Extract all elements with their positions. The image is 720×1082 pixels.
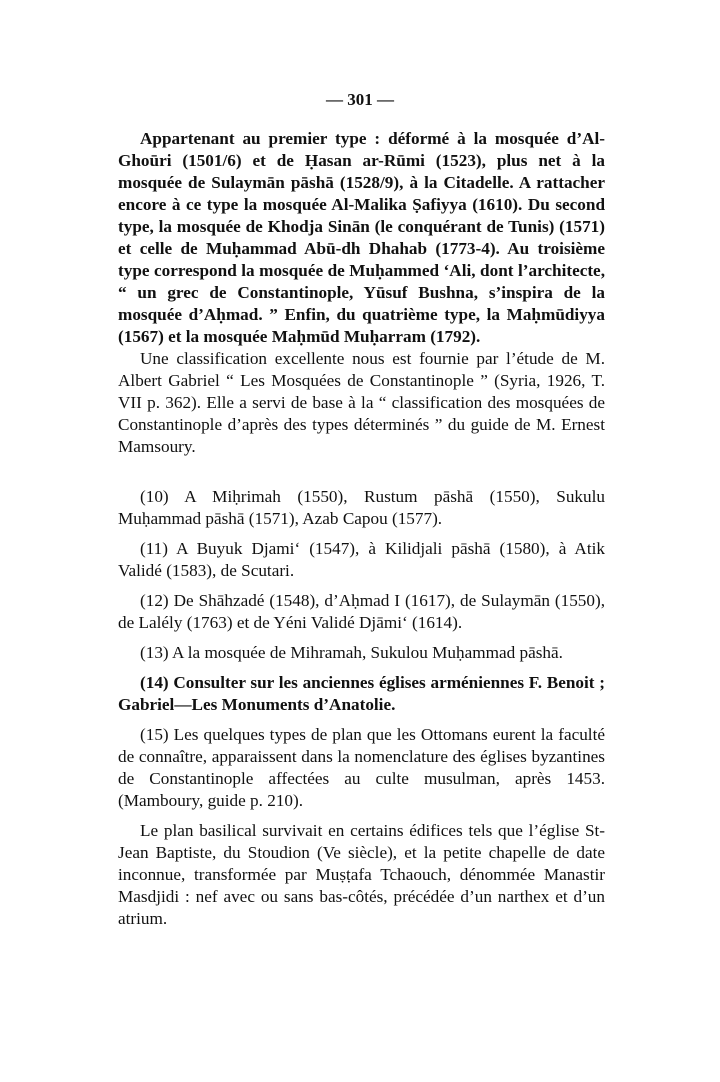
paragraph-types: Appartenant au premier type : déformé à la mosquée d’Al-Ghoūri (1501/6) et de Ḥasan ar-Rūmi (1523), plus net à la mosquée de Sulaymān pāshā (1528/9), à la Citadelle. A rattacher encore à ce type la mosquée Al-Malika Ṣafiyya (1610). Du second type, la mosquée de Khodja Sinān (le conquérant de Tunis) (1571) et celle de Muḥammad Abū-dh Dhahab (1773-4). Au troisième type correspond la mosquée de Muḥammed ‘Ali, dont l’architecte, “ un grec de Constantinople, Yūsuf Bushna, s’inspira de la mosquée d’Aḥmad. ” Enfin, du quatrième type, la Maḥmūdiyya (1567) et la mosquée Maḥmūd Muḥarram (1792). (118, 129, 605, 346)
footnote-10: (10) A Miḥrimah (1550), Rustum pāshā (1550), Sukulu Muḥammad pāshā (1571), Azab Capou (1577). (118, 487, 605, 528)
section-gap (118, 458, 605, 486)
footnote-14: (14) Consulter sur les anciennes églises arméniennes F. Benoit ; Gabriel—Les Monuments d’Anatolie. (118, 673, 605, 714)
footnote-13: (13) A la mosquée de Mihramah, Sukulou Muḥammad pāshā. (140, 643, 563, 662)
page-body (118, 128, 605, 938)
footnote-11: (11) A Buyuk Djami‘ (1547), à Kilidjali pāshā (1580), à Atik Validé (1583), de Scutari. (118, 539, 605, 580)
footnote-15-continued: Le plan basilical survivait en certains édifices tels que l’église St-Jean Baptiste, du Stoudion (Ve siècle), et la petite chapelle de date inconnue, transformée par Muṣṭafa Tchaouch, dénommée Manastir Masdjidi : nef avec ou sans bas-côtés, précédée d’un narthex et d’un atrium. (118, 821, 605, 928)
footnote-15: (15) Les quelques types de plan que les Ottomans eurent la faculté de connaître, apparaissent dans la nomenclature des églises byzantines de Constantinople affectées au culte musulman, après 1453. (Mamboury, guide p. 210). (118, 725, 605, 810)
paragraph-classification: Une classification excellente nous est fournie par l’étude de M. Albert Gabriel “ Les Mosquées de Constantinople ” (Syria, 1926, T. VII p. 362). Elle a servi de base à la “ classification des mosquées de Constantinople d’après des types déterminés ” du guide de M. Ernest Mamsoury. (118, 349, 605, 456)
footnote-12: (12) De Shāhzadé (1548), d’Aḥmad I (1617), de Sulaymān (1550), de Lalély (1763) et de Yéni Validé Djāmi‘ (1614). (118, 591, 605, 632)
page-number: — 301 — (326, 90, 394, 109)
